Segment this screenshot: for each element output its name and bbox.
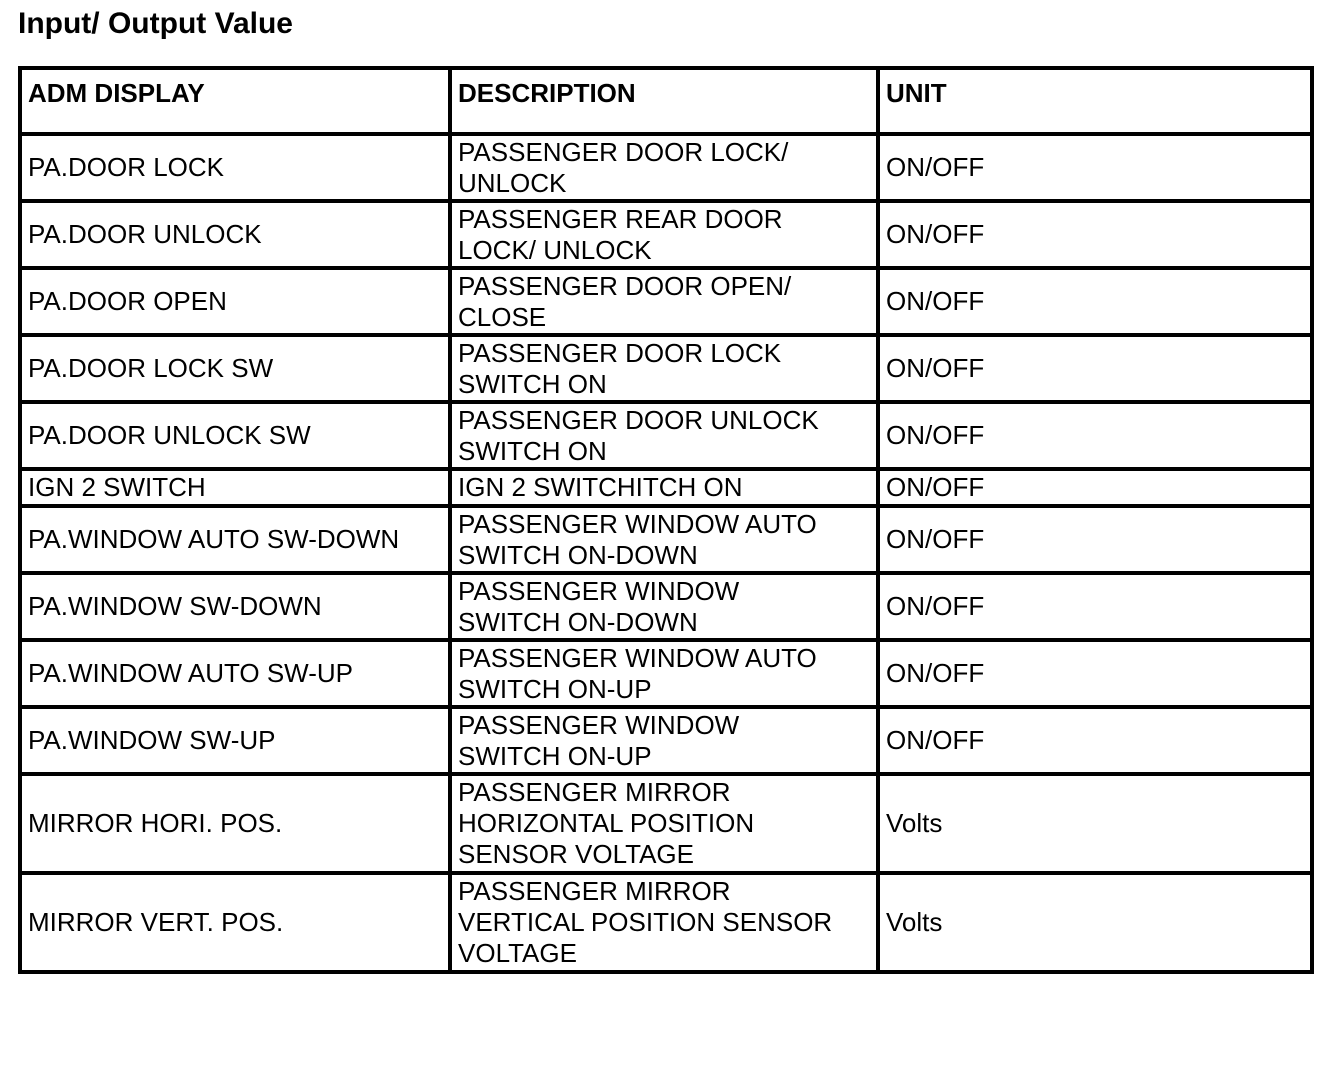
description-cell: PASSENGER DOOR LOCK/ UNLOCK [450,134,878,201]
unit-cell: Volts [878,774,1312,873]
unit-cell: Volts [878,873,1312,972]
description-cell: PASSENGER DOOR LOCK SWITCH ON [450,335,878,402]
adm-display-cell: PA.DOOR LOCK SW [20,335,450,402]
unit-cell: ON/OFF [878,402,1312,469]
description-cell: PASSENGER DOOR OPEN/ CLOSE [450,268,878,335]
description-cell: PASSENGER MIRROR HORIZONTAL POSITION SENSOR VOLTAGE [450,774,878,873]
description-cell: PASSENGER WINDOW AUTO SWITCH ON-DOWN [450,506,878,573]
description-cell: PASSENGER WINDOW SWITCH ON-UP [450,707,878,774]
column-header-unit: UNIT [878,68,1312,134]
adm-display-cell: IGN 2 SWITCH [20,469,450,506]
table-row [20,134,1312,201]
adm-display-cell: PA.WINDOW SW-DOWN [20,573,450,640]
column-header-adm-display: ADM DISPLAY [20,68,450,134]
adm-display-cell: MIRROR HORI. POS. [20,774,450,873]
table-row [20,335,1312,402]
unit-cell: ON/OFF [878,335,1312,402]
unit-cell: ON/OFF [878,469,1312,506]
unit-cell: ON/OFF [878,268,1312,335]
table-row [20,707,1312,774]
adm-display-cell: PA.WINDOW SW-UP [20,707,450,774]
table-header-row [20,68,1312,134]
description-cell: IGN 2 SWITCHITCH ON [450,469,878,506]
description-cell: PASSENGER MIRROR VERTICAL POSITION SENSOR VOLTAGE [450,873,878,972]
unit-cell: ON/OFF [878,201,1312,268]
unit-cell: ON/OFF [878,134,1312,201]
adm-display-cell: PA.WINDOW AUTO SW-DOWN [20,506,450,573]
input-output-table [18,66,1314,974]
page-title: Input/ Output Value [18,7,293,40]
description-cell: PASSENGER REAR DOOR LOCK/ UNLOCK [450,201,878,268]
table-row [20,268,1312,335]
table-row [20,402,1312,469]
description-cell: PASSENGER WINDOW SWITCH ON-DOWN [450,573,878,640]
table-row [20,774,1312,873]
table-row [20,640,1312,707]
description-cell: PASSENGER DOOR UNLOCK SWITCH ON [450,402,878,469]
column-header-description: DESCRIPTION [450,68,878,134]
table-row [20,506,1312,573]
adm-display-cell: PA.DOOR OPEN [20,268,450,335]
adm-display-cell: PA.DOOR UNLOCK SW [20,402,450,469]
unit-cell: ON/OFF [878,707,1312,774]
description-cell: PASSENGER WINDOW AUTO SWITCH ON-UP [450,640,878,707]
table-row [20,873,1312,972]
unit-cell: ON/OFF [878,640,1312,707]
unit-cell: ON/OFF [878,506,1312,573]
table-row [20,201,1312,268]
table-row [20,573,1312,640]
adm-display-cell: PA.WINDOW AUTO SW-UP [20,640,450,707]
adm-display-cell: PA.DOOR UNLOCK [20,201,450,268]
unit-cell: ON/OFF [878,573,1312,640]
adm-display-cell: PA.DOOR LOCK [20,134,450,201]
table-row [20,469,1312,506]
adm-display-cell: MIRROR VERT. POS. [20,873,450,972]
